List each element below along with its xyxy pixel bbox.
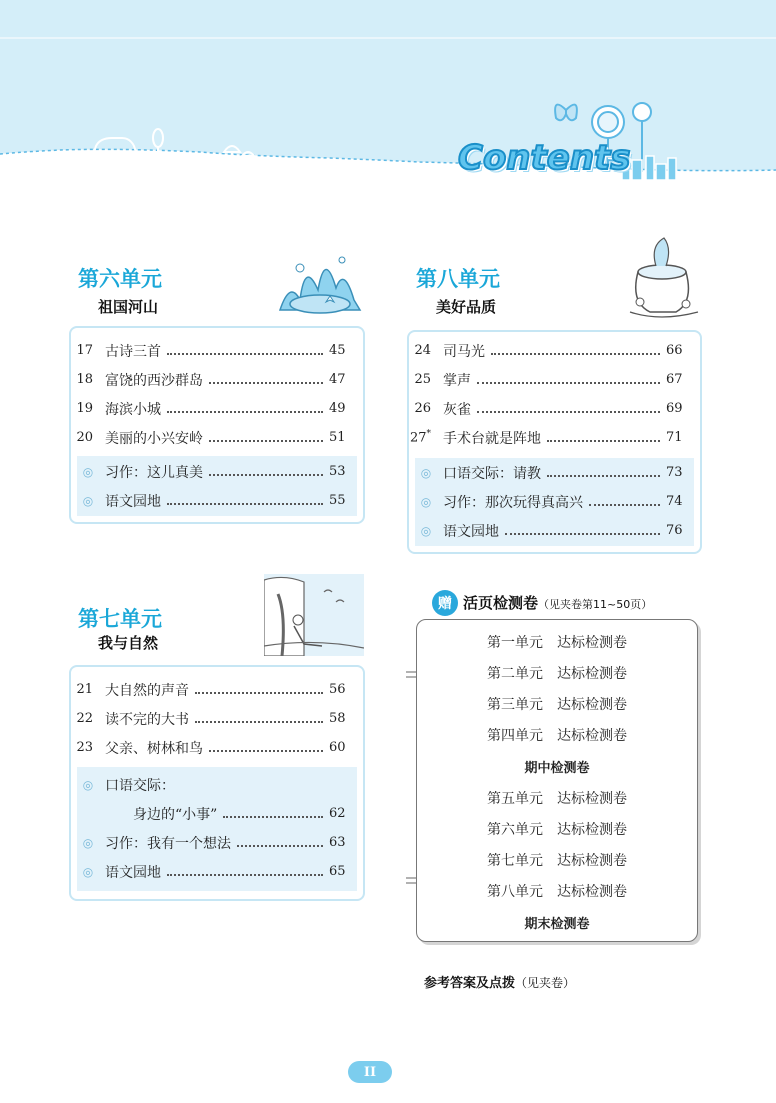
extra-title: 语文园地 bbox=[105, 493, 161, 510]
unit-7-title: 第七单元 bbox=[78, 607, 162, 631]
page-number: II bbox=[348, 1061, 392, 1083]
extra-title: 口语交际：请教 bbox=[443, 465, 541, 482]
lesson-row[interactable] bbox=[71, 675, 363, 704]
leader-dots bbox=[167, 353, 323, 355]
lesson-title: 美丽的小兴安岭 bbox=[105, 430, 203, 447]
lesson-number: 20 bbox=[76, 430, 93, 445]
lesson-title: 大自然的声音 bbox=[105, 682, 189, 699]
extra-row[interactable] bbox=[409, 516, 700, 545]
test-papers-box bbox=[416, 619, 698, 942]
unit-8-title: 第八单元 bbox=[416, 267, 500, 291]
leader-dots bbox=[167, 503, 323, 505]
lesson-number-value: 27 bbox=[409, 430, 427, 446]
lesson-number: 26 bbox=[414, 401, 431, 416]
leader-dots bbox=[237, 845, 323, 847]
page-ref: 74 bbox=[666, 494, 683, 509]
leader-dots bbox=[505, 533, 660, 535]
extra-row[interactable] bbox=[409, 487, 700, 516]
lesson-title: 海滨小城 bbox=[105, 401, 161, 418]
extra-row[interactable] bbox=[71, 857, 363, 886]
page-ref: 69 bbox=[666, 401, 683, 416]
lesson-row[interactable] bbox=[409, 394, 700, 423]
extra-row-continued[interactable] bbox=[71, 799, 363, 828]
unit-8-subtitle: 美好品质 bbox=[436, 298, 497, 316]
page-ref: 76 bbox=[666, 523, 683, 538]
gift-note: （见夹卷第11~50页） bbox=[538, 598, 653, 611]
gift-title-text: 活页检测卷 bbox=[463, 594, 539, 612]
optional-mark: * bbox=[426, 429, 431, 440]
bullet-icon: ◎ bbox=[420, 494, 432, 509]
leader-dots bbox=[209, 474, 323, 476]
lesson-row[interactable] bbox=[71, 733, 363, 762]
leader-dots bbox=[223, 816, 323, 818]
leader-dots bbox=[209, 750, 323, 752]
page-ref: 45 bbox=[329, 343, 346, 358]
leader-dots bbox=[547, 475, 660, 477]
leader-dots bbox=[195, 721, 323, 723]
extra-title: 语文园地 bbox=[443, 523, 499, 540]
page-ref: 71 bbox=[666, 430, 683, 445]
leader-dots bbox=[167, 874, 323, 876]
unit-7-subtitle: 我与自然 bbox=[98, 634, 159, 652]
bullet-icon: ◎ bbox=[420, 523, 432, 538]
extra-row[interactable] bbox=[71, 770, 363, 799]
lesson-row[interactable] bbox=[409, 365, 700, 394]
bullet-icon: ◎ bbox=[82, 777, 94, 792]
lesson-row[interactable] bbox=[71, 336, 363, 365]
lesson-number: 23 bbox=[76, 740, 93, 755]
leader-dots bbox=[195, 692, 323, 694]
extra-row[interactable] bbox=[71, 457, 363, 486]
leader-dots bbox=[209, 382, 323, 384]
page-ref: 49 bbox=[329, 401, 346, 416]
lesson-title: 手术台就是阵地 bbox=[443, 430, 541, 447]
test-item[interactable]: 第三单元 达标检测卷 bbox=[487, 697, 627, 713]
lesson-row[interactable] bbox=[71, 365, 363, 394]
lesson-title: 古诗三首 bbox=[105, 343, 161, 360]
unit-7-box bbox=[69, 665, 365, 901]
page-ref: 67 bbox=[666, 372, 683, 387]
page-ref: 65 bbox=[329, 864, 346, 879]
page-ref: 53 bbox=[329, 464, 346, 479]
lesson-row[interactable] bbox=[71, 704, 363, 733]
answers-note: （见夹卷） bbox=[515, 976, 576, 990]
coral-reef-illustration bbox=[270, 240, 370, 320]
test-item[interactable]: 第七单元 达标检测卷 bbox=[487, 853, 627, 869]
bullet-icon: ◎ bbox=[82, 835, 94, 850]
lesson-number: 17 bbox=[76, 343, 93, 358]
bullet-icon: ◎ bbox=[82, 864, 94, 879]
test-item[interactable]: 第四单元 达标检测卷 bbox=[487, 728, 627, 744]
bullet-icon: ◎ bbox=[420, 465, 432, 480]
unit-6-subtitle: 祖国河山 bbox=[98, 298, 159, 316]
lesson-number: 25 bbox=[414, 372, 431, 387]
lesson-number: 19 bbox=[76, 401, 93, 416]
extra-title: 习作：这儿真美 bbox=[105, 464, 203, 481]
extra-title: 习作：那次玩得真高兴 bbox=[443, 494, 583, 511]
unit-8-box bbox=[407, 330, 702, 554]
lesson-number bbox=[409, 429, 443, 445]
page-ref: 73 bbox=[666, 465, 683, 480]
leader-dots bbox=[589, 504, 660, 506]
leader-dots bbox=[547, 440, 660, 442]
leader-dots bbox=[477, 382, 660, 384]
lesson-row[interactable] bbox=[409, 423, 700, 452]
lesson-row[interactable] bbox=[409, 336, 700, 365]
header-banner bbox=[0, 0, 776, 200]
leader-dots bbox=[491, 353, 660, 355]
page-ref: 60 bbox=[329, 740, 346, 755]
water-jar-illustration bbox=[620, 232, 702, 320]
extra-title: 口语交际： bbox=[105, 777, 175, 794]
leader-dots bbox=[209, 440, 323, 442]
lesson-title: 父亲、树林和鸟 bbox=[105, 740, 203, 757]
page-ref: 55 bbox=[329, 493, 346, 508]
lesson-number: 18 bbox=[76, 372, 93, 387]
contents-title: Contents bbox=[458, 138, 631, 178]
answers-link[interactable] bbox=[424, 972, 575, 991]
page-ref: 62 bbox=[329, 806, 346, 821]
lesson-row[interactable] bbox=[71, 394, 363, 423]
extra-row[interactable] bbox=[71, 828, 363, 857]
page-ref: 66 bbox=[666, 343, 683, 358]
test-item-midterm[interactable]: 期中检测卷 bbox=[524, 761, 590, 776]
lesson-row[interactable] bbox=[71, 423, 363, 452]
leader-dots bbox=[477, 411, 660, 413]
bullet-icon: ◎ bbox=[82, 464, 94, 479]
page-ref: 51 bbox=[329, 430, 346, 445]
lesson-title: 司马光 bbox=[443, 343, 485, 360]
test-item[interactable]: 第五单元 达标检测卷 bbox=[487, 791, 627, 807]
test-item-final[interactable]: 期末检测卷 bbox=[524, 917, 590, 932]
lesson-number: 22 bbox=[76, 711, 93, 726]
extra-title: 习作：我有一个想法 bbox=[105, 835, 231, 852]
lesson-title: 富饶的西沙群岛 bbox=[105, 372, 203, 389]
extra-title-line2: 身边的“小事” bbox=[133, 806, 218, 823]
page-ref: 63 bbox=[329, 835, 346, 850]
test-item[interactable]: 第八单元 达标检测卷 bbox=[487, 884, 627, 900]
page-ref: 47 bbox=[329, 372, 346, 387]
page-ref: 56 bbox=[329, 682, 346, 697]
gift-title bbox=[463, 592, 652, 613]
extra-title: 语文园地 bbox=[105, 864, 161, 881]
test-item[interactable]: 第二单元 达标检测卷 bbox=[487, 666, 627, 682]
extra-row[interactable] bbox=[71, 486, 363, 515]
lesson-number: 24 bbox=[414, 343, 431, 358]
tree-reading-illustration bbox=[264, 574, 364, 656]
leader-dots bbox=[167, 411, 323, 413]
unit-6-title: 第六单元 bbox=[78, 267, 162, 291]
test-item[interactable]: 第六单元 达标检测卷 bbox=[487, 822, 627, 838]
gift-badge: 赠 bbox=[432, 590, 458, 616]
lesson-number: 21 bbox=[76, 682, 93, 697]
bullet-icon: ◎ bbox=[82, 493, 94, 508]
page-ref: 58 bbox=[329, 711, 346, 726]
test-item[interactable]: 第一单元 达标检测卷 bbox=[487, 635, 627, 651]
lesson-title: 读不完的大书 bbox=[105, 711, 189, 728]
unit-6-box bbox=[69, 326, 365, 524]
lesson-title: 掌声 bbox=[443, 372, 471, 389]
lesson-title: 灰雀 bbox=[443, 401, 471, 418]
answers-title: 参考答案及点拨 bbox=[424, 976, 516, 991]
extra-row[interactable] bbox=[409, 458, 700, 487]
